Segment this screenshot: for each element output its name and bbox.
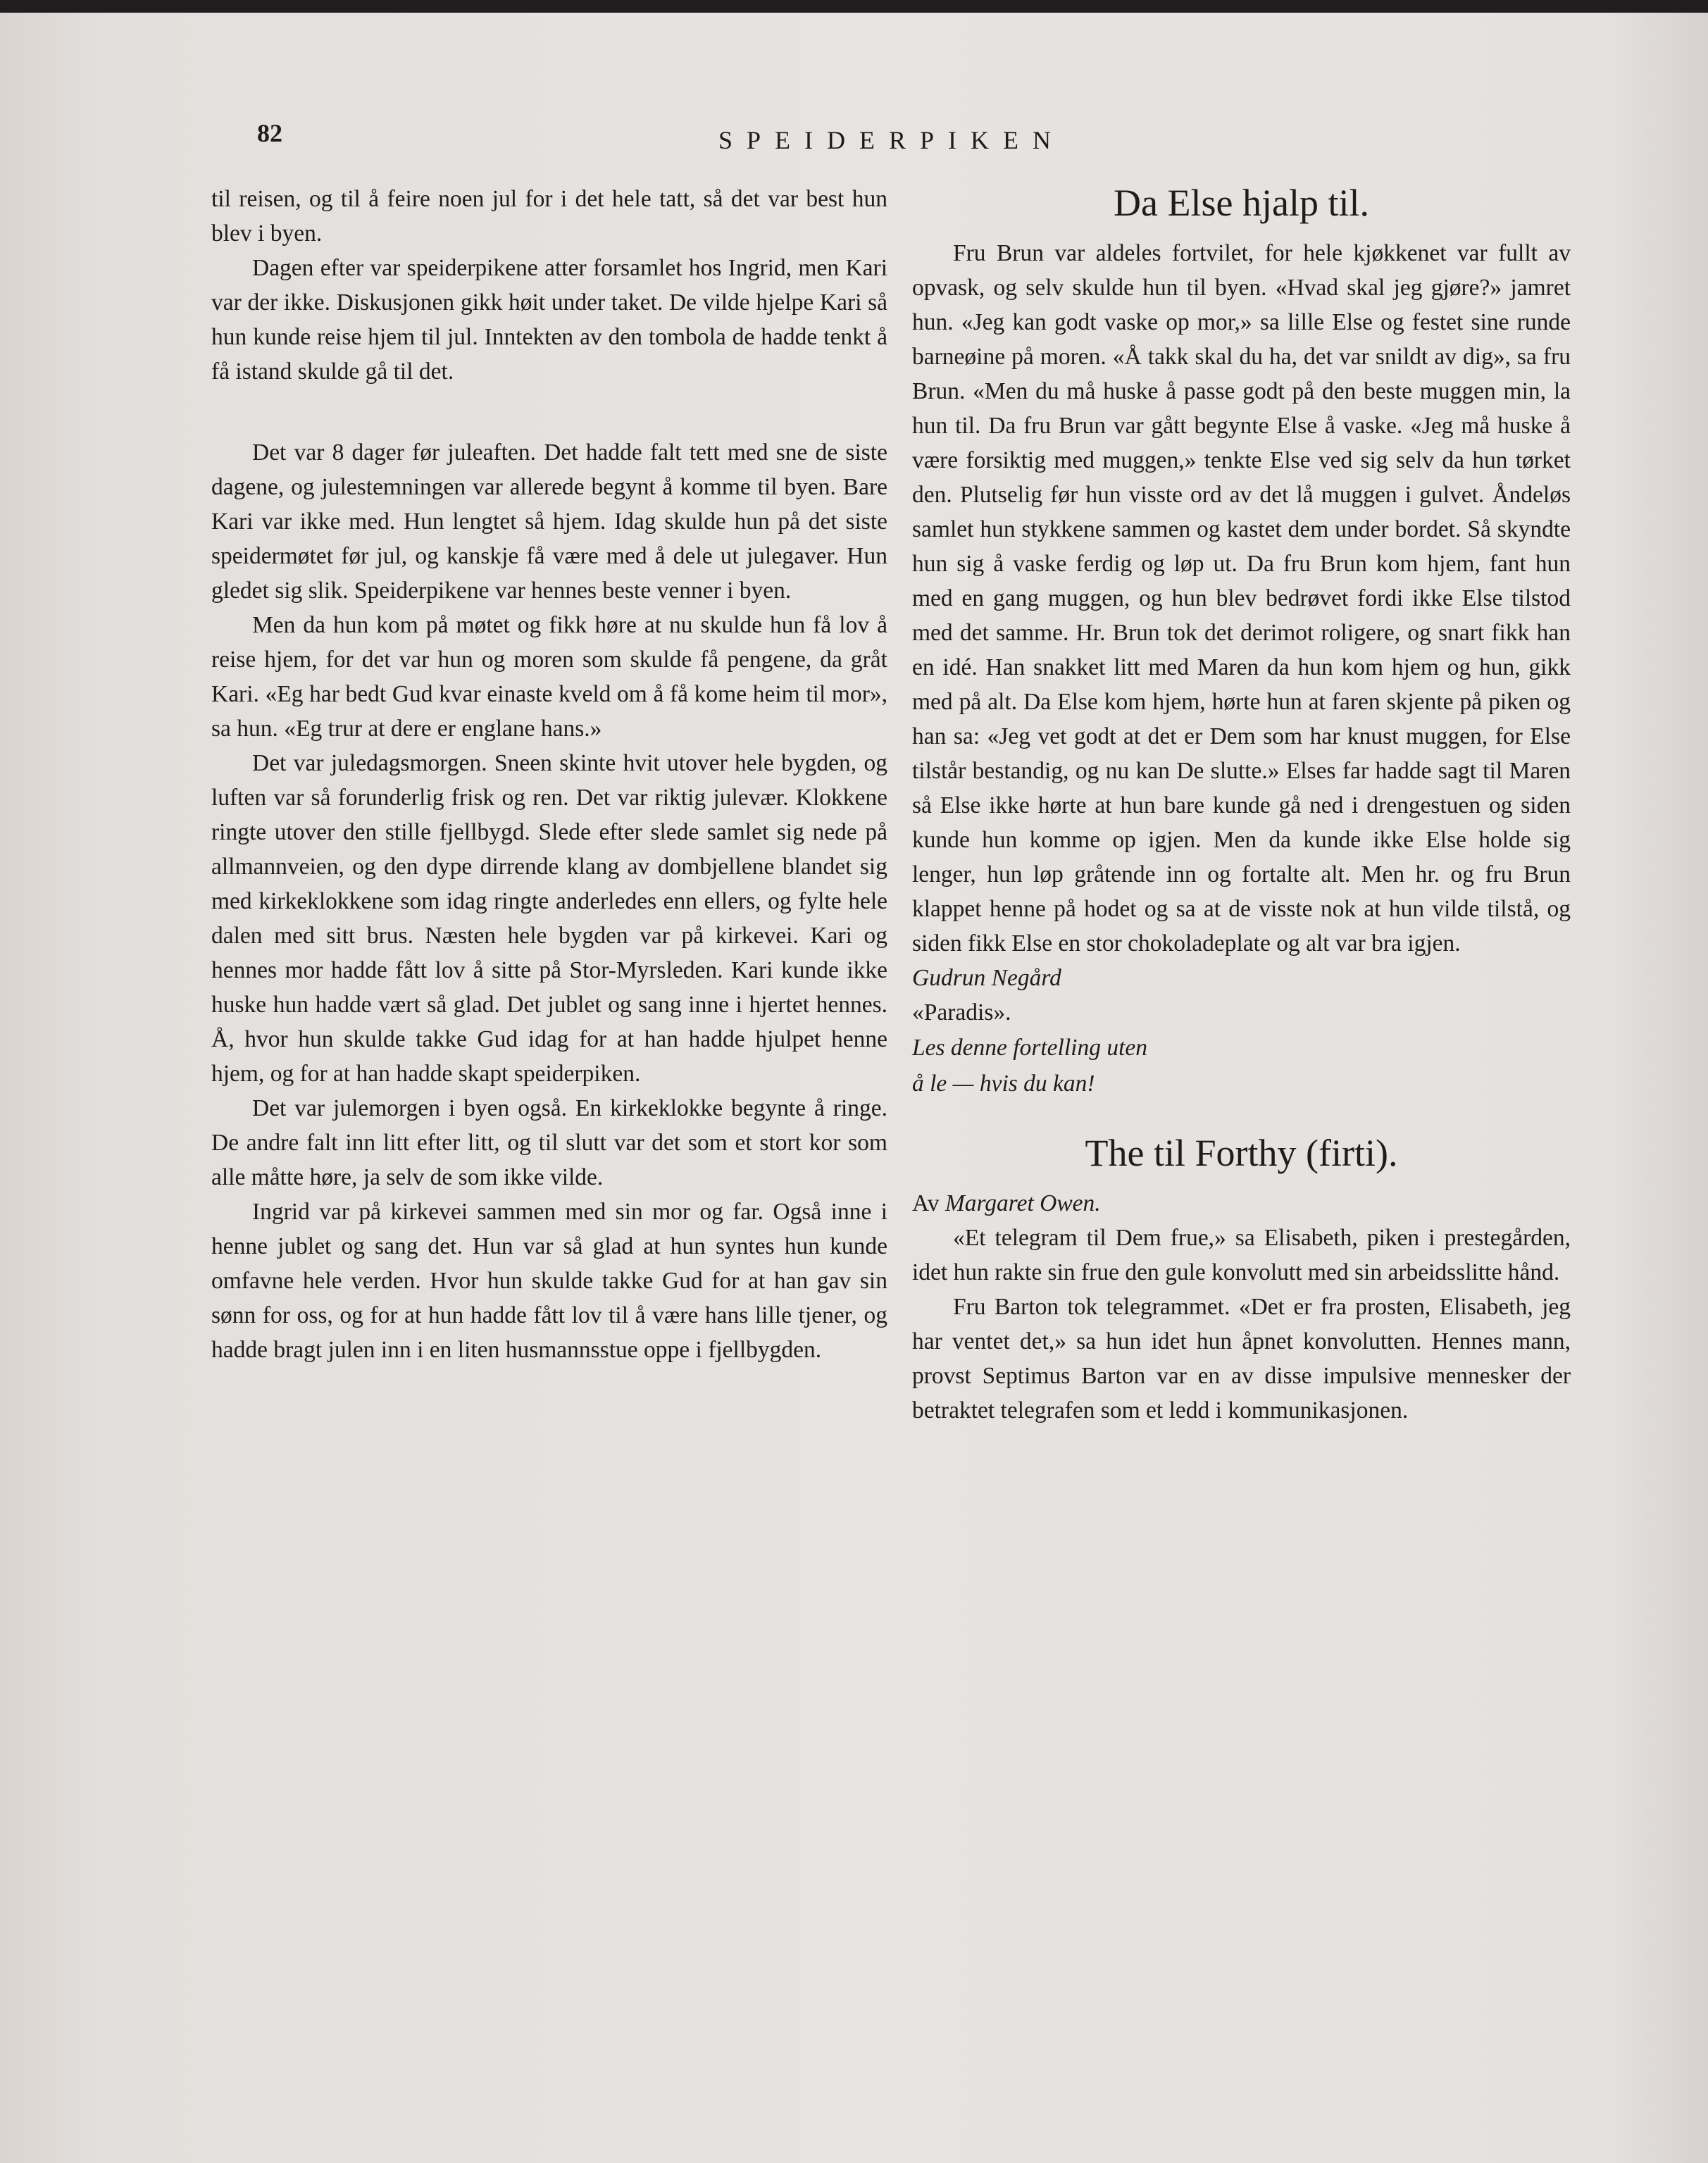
paragraph: Det var 8 dager før juleaften. Det hadde falt tett med sne de siste dagene, og julestemningen var allerede begynt å komme til byen. Bare Kari var ikke med. Hun lengtet så hjem. Idag skulde hun på det siste speidermøtet før jul, og kanskje få være med å dele ut julegaver. Hun gledet sig slik. Speiderpikene var hennes beste venner i byen. [211, 440, 887, 604]
author-origin: «Paradis». [912, 999, 1011, 1026]
story-title: Da Else hjalp til. [1114, 182, 1369, 224]
author-name: Gudrun Negård [912, 965, 1061, 991]
epigraph-line: å le — hvis du kan! [912, 1071, 1095, 1097]
story-title: The til Forthy (firti). [1085, 1132, 1398, 1174]
magazine-page [0, 13, 1708, 2163]
paragraph: Dagen efter var speiderpikene atter forsamlet hos Ingrid, men Kari var der ikke. Diskusjonen gikk høit under taket. De vilde hjelpe Kari så hun kunde reise hjem til jul. Inntekten av den tombola de hadde tenkt å få istand skulde gå til det. [211, 255, 887, 385]
paragraph: Det var julemorgen i byen også. En kirkeklokke begynte å ringe. De andre falt inn litt efter litt, og til slutt var det som et stort kor som alle måtte høre, ja selv de som ikke vilde. [211, 1095, 887, 1190]
running-head: SPEIDERPIKEN [718, 126, 1066, 154]
epigraph [912, 1030, 1571, 1102]
author-signature [912, 961, 1571, 995]
byline-prefix: Av [912, 1190, 940, 1216]
paragraph: til reisen, og til å feire noen jul for i det hele tatt, så det var best hun blev i byen. [211, 186, 887, 247]
byline [912, 1186, 1571, 1221]
right-column [912, 178, 1571, 1428]
paragraph: Det var juledagsmorgen. Sneen skinte hvit utover hele bygden, og luften var så forunderlig frisk og ren. Det var riktig julevær. Klokkene ringte utover den stille fjellbygd. Slede efter slede samlet sig nede på allmannveien, og den dype dirrende klang av dombjellene blandet sig med kirkeklokkene som idag ringte anderledes enn ellers, og fylte hele dalen med sitt brus. Næsten hele bygden var på kirkevei. Kari og hennes mor hadde fått lov å sitte på Stor-Myrsleden. Kari kunde ikke huske hun hadde vært så glad. Det jublet og sang inne i hjertet hennes. Å, hvor hun skulde takke Gud idag for at han hadde hjulpet henne hjem, og for at han hadde skapt speiderpiken. [211, 750, 887, 1087]
story-text: Fru Brun var aldeles fortvilet, for hele kjøkkenet var fullt av opvask, og selv skulde hun til byen. «Hvad skal jeg gjøre?» jamret hun. «Jeg kan godt vaske op mor,» sa lille Else og festet sine runde barneøine på moren. «Å takk skal du ha, det var snildt av dig», sa fru Brun. «Men du må huske å passe godt på den beste muggen min, la hun til. Da fru Brun var gått begynte Else å vaske. «Jeg må huske å være forsiktig med muggen,» tenkte Else ved sig selv da hun tørket den. Plutselig før hun visste ord av det lå muggen i gulvet. Åndeløs samlet hun stykkene sammen og kastet dem under bordet. Så skyndte hun sig å vaske ferdig og løp ut. Da fru Brun kom hjem, fant hun med en gang muggen, og hun blev bedrøvet fordi ikke Else tilstod med det samme. Hr. Brun tok det derimot roligere, og snart fikk han en idé. Han snakket litt med Maren da hun kom hjem og hun, gikk med på alt. Da Else kom hjem, hørte hun at faren skjente på piken og han sa: «Jeg vet godt at det er Dem som har knust muggen, for Else tilstår bestandig, og nu kan De slutte.» Elses far hadde sagt til Maren så Else ikke hørte at hun bare kunde gå ned i drengestuen og siden kunde hun komme op igjen. Men da kunde ikke Else holde sig lenger, hun løp gråtende inn og fortalte alt. Men hr. og fru Brun klappet henne på hodet og sa at de visste nok at hun vilde tilstå, og siden fikk Else en stor chokoladeplate og alt var bra igjen. [912, 240, 1571, 956]
byline-author: Margaret Owen. [945, 1190, 1101, 1216]
paragraph: Men da hun kom på møtet og fikk høre at nu skulde hun få lov å reise hjem, for det var hun og moren som skulde få pengene, da gråt Kari. «Eg har bedt Gud kvar einaste kveld om å få kome heim til mor», sa hun. «Eg trur at dere er englane hans.» [211, 612, 887, 742]
epigraph-line: Les denne fortelling uten [912, 1035, 1148, 1061]
left-column [211, 182, 887, 1367]
paragraph: Ingrid var på kirkevei sammen med sin mor og far. Også inne i henne jublet og sang det. Hun var så glad at hun syntes hun kunde omfavne hele verden. Hvor hun skulde takke Gud for at han gav sin sønn for oss, og for at hun hadde fått lov til å være hans lille tjener, og hadde bragt julen inn i en liten husmannsstue oppe i fjellbygden. [211, 1199, 887, 1363]
page-number: 82 [257, 119, 282, 147]
paragraph: «Et telegram til Dem frue,» sa Elisabeth, piken i prestegården, idet hun rakte sin frue den gule konvolutt med sin arbeidsslitte hånd. [912, 1225, 1571, 1285]
paragraph: Fru Barton tok telegrammet. «Det er fra prosten, Elisabeth, jeg har ventet det,» sa hun idet hun åpnet konvolutten. Hennes mann, provst Septimus Barton var en av disse impulsive mennesker der betraktet telegrafen som et ledd i kommunikasjonen. [912, 1294, 1571, 1423]
